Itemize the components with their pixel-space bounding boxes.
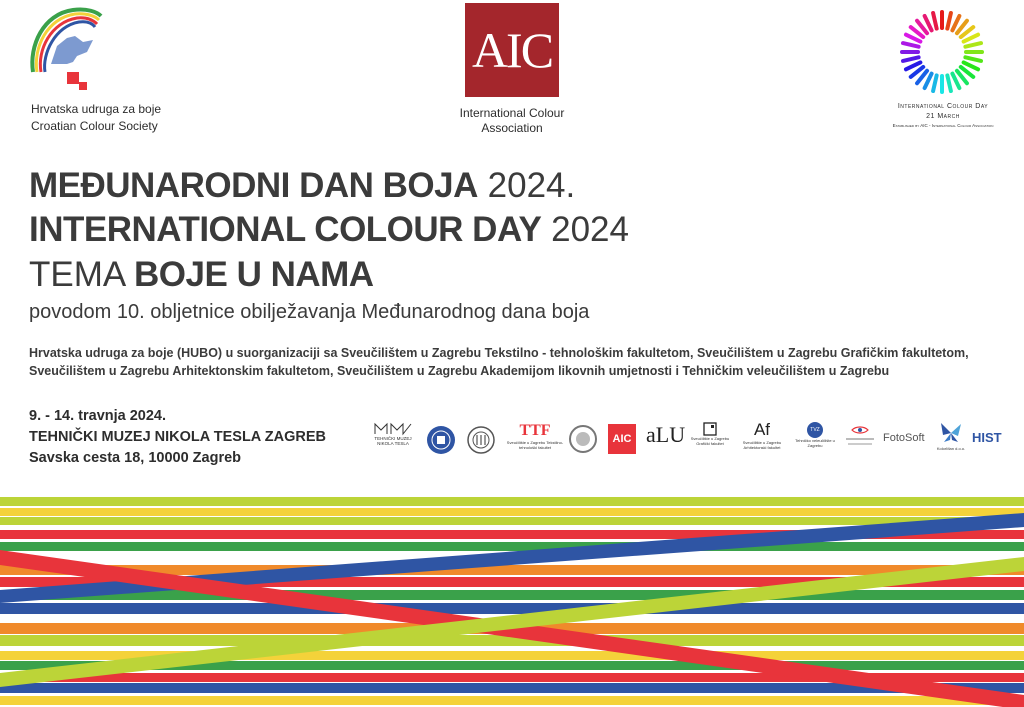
stripe-blue-1 (0, 603, 1024, 614)
partner-aic: AIC (608, 424, 636, 454)
ttf-mark: TTF (519, 422, 551, 439)
af-caption: Sveučilište u Zagrebu Arhitektonski fakultet (742, 440, 782, 450)
partner-logos (368, 420, 1002, 460)
partner-tvz (794, 422, 836, 448)
event-venue: TEHNIČKI MUZEJ NIKOLA TESLA ZAGREB (29, 429, 326, 445)
icd-ring-dash (903, 43, 919, 47)
kolorman-caption: KolorMan d.o.o. (936, 446, 966, 451)
partner-eye (842, 424, 878, 457)
af-mark: Af (753, 420, 771, 439)
partner-seal-grey (466, 425, 496, 460)
seal-icon (426, 425, 456, 455)
seal-grey-icon (466, 425, 496, 455)
tmnt-label: TEHNIČKI MUZEJ NIKOLA TESLA (374, 436, 412, 446)
partner-tmnt (368, 422, 418, 446)
colour-stripes (0, 495, 1024, 707)
title-line3-light: TEMA (29, 255, 125, 294)
aic-caption (447, 106, 577, 136)
icd-line3: Established by AIC - International Colour Association (892, 123, 994, 128)
ala-seal-icon (568, 424, 598, 454)
icd-caption (888, 102, 998, 129)
hubo-logo (27, 6, 107, 94)
aic-name-line2: Association (481, 121, 543, 135)
partner-kolorman (934, 420, 968, 451)
event-address: Savska cesta 18, 10000 Zagreb (29, 450, 242, 466)
title-line1-year: 2024. (487, 166, 576, 205)
stripe-yellow-1 (0, 508, 1024, 516)
event-info (29, 406, 326, 469)
organizers-line1: Hrvatska udruga za boje (HUBO) u suorganizaciji sa Sveučilištem u Zagrebu Tekstilno - tehnološkim fakultetom, Sveučilištem u Zagrebu Grafičkim fakultetom, (29, 346, 969, 360)
icd-ring-dash (947, 13, 951, 29)
grf-icon (703, 422, 717, 436)
partner-alu: aLU (646, 422, 686, 447)
stripe-lime-1 (0, 497, 1024, 506)
tvz-caption: Tehničko veleučilište u Zagrebu (795, 438, 835, 448)
icd-ring-icon (898, 8, 986, 96)
title-line2 (29, 208, 629, 251)
icd-ring-dash (965, 57, 981, 61)
stripe-lime-2 (0, 517, 1024, 525)
event-dates: 9. - 14. travnja 2024. (29, 408, 167, 424)
title-line1 (29, 164, 575, 207)
title-line3-bold: BOJE U NAMA (134, 255, 374, 294)
icd-ring-dash (925, 74, 932, 88)
organizers-line2: Sveučilištem u Zagrebu Arhitektonskim fakultetom, Sveučilištem u Zagrebu Akademijom likovnih umjetnosti i Tehničkim veleučilištem u Zagrebu (29, 364, 890, 378)
icd-logo (898, 8, 986, 96)
tmnt-icon (373, 422, 413, 436)
icd-ring-dash (903, 57, 919, 61)
partner-ala-seal (568, 424, 598, 459)
organizers-text (29, 344, 1009, 380)
ttf-caption: Sveučilište u Zagrebu Tekstilno-tehnološki fakultet (506, 440, 564, 450)
partner-grf (686, 422, 734, 446)
icd-ring-dash (965, 43, 981, 47)
stripe-green-1 (0, 542, 1024, 551)
eye-icon (842, 424, 878, 452)
hubo-caption (31, 101, 161, 135)
diagonal-blue (0, 513, 1024, 603)
icd-ring-dash (933, 13, 937, 29)
tvz-mark: TVZ (807, 422, 823, 438)
aic-logo (465, 3, 559, 97)
partner-af (736, 420, 788, 450)
title-line3 (29, 253, 374, 296)
icd-ring-dash (952, 74, 959, 88)
hubo-name-en: Croatian Colour Society (31, 119, 158, 133)
title-line2-bold: INTERNATIONAL COLOUR DAY (29, 210, 542, 249)
icd-line2: 21 March (926, 113, 960, 120)
icd-ring-dash (925, 16, 932, 30)
hubo-name-hr: Hrvatska udruga za boje (31, 102, 162, 116)
icd-ring-dash (964, 62, 978, 69)
hubo-logo-icon (27, 6, 107, 94)
aic-name-line1: International Colour (459, 106, 565, 120)
butterfly-icon (938, 420, 964, 446)
stripe-yellow-3 (0, 696, 1024, 705)
title-line2-year: 2024 (551, 210, 629, 249)
icd-ring-dash (952, 16, 959, 30)
icd-ring-dash (906, 35, 920, 42)
partner-fotosoft: FotoSoft (883, 432, 925, 444)
icd-ring-dash (964, 35, 978, 42)
subtitle: povodom 10. obljetnice obilježavanja Međunarodnog dana boja (29, 301, 590, 323)
icd-ring-dash (906, 62, 920, 69)
partner-ttf (506, 422, 564, 450)
icd-ring-dash (947, 75, 951, 91)
grf-caption: Sveučilište u Zagrebu Grafički fakultet (690, 436, 730, 446)
icd-ring-dash (933, 75, 937, 91)
title-line1-bold: MEĐUNARODNI DAN BOJA (29, 166, 478, 205)
partner-hist: HIST (972, 430, 1002, 445)
aic-logo-mark: AIC (471, 22, 553, 78)
icd-line1: International Colour Day (897, 103, 989, 110)
partner-university-seal (426, 425, 456, 460)
